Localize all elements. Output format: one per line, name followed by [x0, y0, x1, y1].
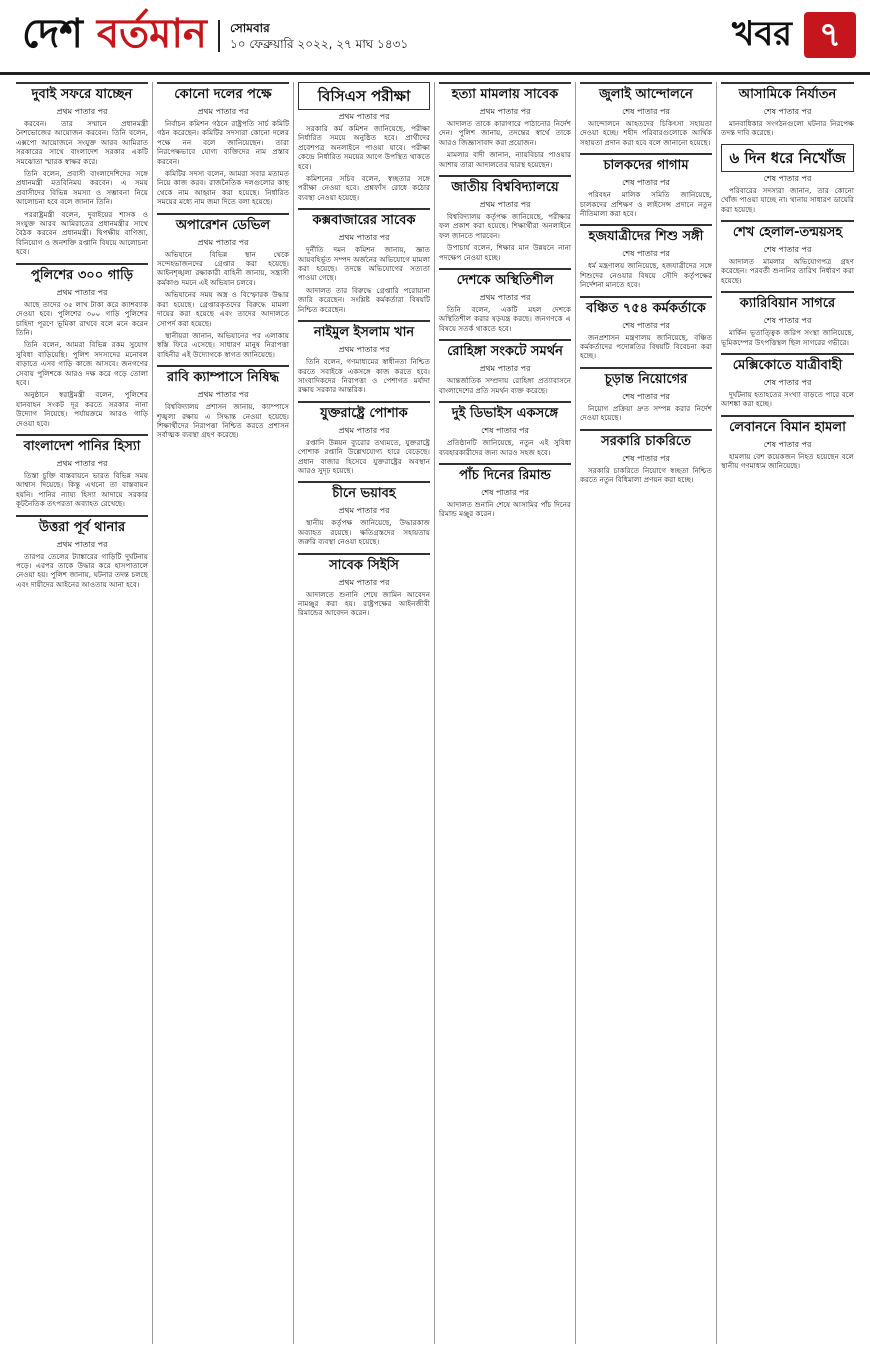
story-body — [157, 119, 289, 207]
story-continuation-note: শেষ পাতার পর — [622, 320, 670, 330]
story-continuation-note: প্রথম পাতার পর — [56, 287, 108, 297]
story-paragraph: তিনি বলেন, গণমাধ্যমের স্বাধীনতা নিশ্চিত করতে সবাইকে একসঙ্গে কাজ করতে হবে। সাংবাদিকদের নিরাপত্তা ও পেশাগত মর্যাদা রক্ষায় সরকার আন্তরিক। — [298, 357, 430, 395]
story-continuation-note: প্রথম পাতার পর — [479, 200, 531, 210]
story-paragraph: তিনি বলেন, প্রবাসী বাংলাদেশিদের সঙ্গে প্রধানমন্ত্রী মতবিনিময় করবেন। এ সময় প্রবাসীদের বিভিন্ন সমস্যা ও সম্ভাবনা নিয়ে আলোচনা হবে বলে জানান তিনি। — [16, 169, 148, 207]
story-body — [439, 438, 571, 457]
story-paragraph: স্থানীয়রা জানান, অভিযানের পর এলাকায় স্বস্তি ফিরে এসেছে। সাধারণ মানুষ নিরাপত্তা বাহিনীর এই উদ্যোগকে স্বাগত জানিয়েছে। — [157, 330, 289, 359]
news-story — [298, 553, 430, 618]
story-continuation-note: শেষ পাতার পর — [622, 453, 670, 463]
story-continuation-note: প্রথম পাতার পর — [338, 233, 390, 243]
news-story — [16, 434, 148, 509]
story-continuation-note: শেষ পাতার পর — [763, 378, 812, 388]
column-3 — [294, 82, 435, 1344]
column-4 — [435, 82, 576, 1344]
column-6 — [717, 82, 858, 1344]
story-continuation-note: শেষ পাতার পর — [763, 245, 812, 255]
news-story — [16, 263, 148, 428]
story-paragraph: হামলায় বেশ কয়েকজন নিহত হয়েছেন বলে স্থানীয় গণমাধ্যম জানিয়েছে। — [721, 451, 854, 471]
story-body — [16, 119, 148, 257]
news-story — [439, 339, 571, 395]
news-story — [439, 268, 571, 333]
story-headline[interactable]: চীনে ভয়াবহ — [298, 481, 430, 504]
story-paragraph: অনুষ্ঠানে স্বরাষ্ট্রমন্ত্রী বলেন, পুলিশের যানবাহন সংকট দূর করতে সরকার নানা উদ্যোগ নিয়েছে। পর্যায়ক্রমে আরও গাড়ি দেওয়া হবে। — [16, 390, 148, 428]
story-body — [721, 119, 854, 138]
story-paragraph: আছে তাদের ৩৫ লাখ টাকা করে ক্যাশব্যাক দেওয়া হবে। পুলিশের ৩০০ গাড়ি পুলিশের চাহিদা পূরণে ভূমিকা রাখবে বলে মনে করেন তিনি। — [16, 299, 148, 337]
column-5 — [576, 82, 717, 1344]
dateline-date: ১০ ফেব্রুয়ারি ২০২২, ২৭ মাঘ ১৪৩১ — [230, 37, 409, 51]
story-body — [298, 590, 430, 618]
story-continuation-note: প্রথম পাতার পর — [479, 364, 531, 374]
news-story — [721, 415, 854, 471]
page-header — [0, 0, 870, 75]
story-paragraph: তিনি বলেন, আমরা বিভিন্ন রকম সুযোগ সুবিধা বাড়িয়েছি। পুলিশ সদস্যদের মনোবল বাড়াতে এসব গাড়ি কাজে আসবে। জনগণের সেবায় পুলিশকে আরও দক্ষ করে গড়ে তোলা হবে। — [16, 340, 148, 387]
story-headline[interactable]: হত্যা মামলায় সাবেক — [439, 82, 571, 105]
story-paragraph: প্রতিষ্ঠানটি জানিয়েছে, নতুন এই সুবিধা ব্যবহারকারীদের জন্য আরও সহজ হবে। — [439, 438, 571, 457]
news-story — [157, 82, 289, 207]
story-paragraph: পরিবহন মালিক সমিতি জানিয়েছে, চালকদের প্রশিক্ষণ ও লাইসেন্স প্রদানে নতুন নীতিমালা করা হবে। — [580, 190, 712, 219]
story-paragraph: দুর্ঘটনায় হতাহতের সংখ্যা বাড়তে পারে বলে আশঙ্কা করা হচ্ছে। — [721, 390, 854, 409]
story-headline[interactable]: শেখ হেলাল-তন্ময়সহ — [721, 220, 854, 243]
story-paragraph: আদালতে শুনানি শেষে জামিন আবেদন নামঞ্জুর করা হয়। রাষ্ট্রপক্ষের আইনজীবী রিমান্ডের আবেদন করেন। — [298, 589, 430, 618]
story-paragraph: উপাচার্য বলেন, শিক্ষার মান উন্নয়নে নানা পদক্ষেপ নেওয়া হচ্ছে। — [439, 243, 571, 262]
story-body — [721, 390, 854, 409]
news-story — [439, 463, 571, 519]
story-headline[interactable]: ৬ দিন ধরে নিখোঁজ — [721, 144, 854, 172]
news-story — [721, 144, 854, 214]
story-continuation-note: শেষ পাতার পর — [763, 316, 812, 326]
page-number-badge: ৭ — [804, 12, 856, 58]
story-headline[interactable]: রোহিঙ্গা সংকটে সমর্থন — [439, 339, 571, 362]
story-paragraph: মানবাধিকার সংগঠনগুলো ঘটনার নিরপেক্ষ তদন্ত দাবি করেছে। — [721, 119, 854, 138]
news-story — [580, 153, 712, 218]
story-paragraph: আন্তর্জাতিক সম্প্রদায় রোহিঙ্গা প্রত্যাবাসনে বাংলাদেশের প্রতি সমর্থন ব্যক্ত করেছে। — [439, 376, 571, 395]
story-continuation-note: প্রথম পাতার পর — [338, 506, 390, 516]
story-continuation-note: প্রথম পাতার পর — [56, 107, 108, 116]
story-continuation-note: শেষ পাতার পর — [622, 178, 670, 188]
story-paragraph: মার্কিন ভূতাত্ত্বিক জরিপ সংস্থা জানিয়েছে, ভূমিকম্পের উৎপত্তিস্থল ছিল সাগরের গভীরে। — [721, 328, 854, 347]
masthead-logo — [22, 10, 207, 58]
story-body — [16, 300, 148, 428]
story-body — [439, 500, 571, 519]
story-headline[interactable]: দুবাই সফরে যাচ্ছেন — [16, 82, 148, 105]
story-paragraph: আদালত মামলার অভিযোগপত্র গ্রহণ করেছেন। পরবর্তী শুনানির তারিখ নির্ধারণ করা হয়েছে। — [721, 257, 854, 285]
story-headline[interactable]: হজযাত্রীদের শিশু সঙ্গী — [580, 224, 712, 247]
masthead-part-b: বর্তমান — [96, 11, 207, 57]
story-paragraph: আদালত শুনানি শেষে আসামির পাঁচ দিনের রিমান্ড মঞ্জুর করেন। — [439, 499, 571, 519]
story-headline[interactable]: জুলাই আন্দোলনে — [580, 82, 712, 105]
story-continuation-note: শেষ পাতার পর — [763, 439, 812, 449]
story-body — [157, 402, 289, 440]
news-story — [16, 82, 148, 257]
story-headline[interactable]: পাঁচ দিনের রিমান্ড — [439, 463, 571, 486]
news-story — [721, 291, 854, 347]
story-continuation-note: প্রথম পাতার পর — [197, 237, 249, 247]
story-paragraph: অভিযানে বিভিন্ন স্থান থেকে সন্দেহভাজনদের গ্রেপ্তার করা হয়েছে। আইনশৃঙ্খলা রক্ষাকারী বাহিনী জানায়, সন্ত্রাসী কর্মকাণ্ড দমনে এই অভিযান চলবে। — [157, 249, 289, 287]
story-body — [721, 186, 854, 214]
story-paragraph: কমিটির সদস্য বলেন, আমরা সবার মতামত নিয়ে কাজ করব। রাজনৈতিক দলগুলোর কাছ থেকে নাম আহ্বান করা হয়েছে। নির্ধারিত সময়ের মধ্যে নাম জমা দিতে বলা হয়েছে। — [157, 169, 289, 207]
story-headline[interactable]: অপারেশন ডেভিল — [157, 213, 289, 236]
story-headline[interactable]: মেক্সিকোতে যাত্রীবাহী — [721, 353, 854, 376]
news-story — [16, 515, 148, 590]
story-headline[interactable]: কক্সবাজারের সাবেক — [298, 208, 430, 231]
story-body — [721, 452, 854, 471]
story-headline[interactable]: কোনো দলের পক্ষে — [157, 82, 289, 105]
news-story — [298, 481, 430, 546]
article-columns — [12, 82, 858, 1344]
story-continuation-note: প্রথম পাতার পর — [338, 577, 390, 587]
story-continuation-note: প্রথম পাতার পর — [338, 425, 390, 435]
story-paragraph: অভিযানের সময় অস্ত্র ও বিস্ফোরক উদ্ধার করা হয়েছে। গ্রেপ্তারকৃতদের বিরুদ্ধে মামলা দায়ের করা হয়েছে এবং তাদের আদালতে সোপর্দ করা হয়েছে। — [157, 290, 289, 328]
story-body — [580, 333, 712, 361]
story-headline[interactable]: চূড়ান্ত নিয়োগের — [580, 367, 712, 390]
story-body — [298, 518, 430, 546]
news-story — [298, 401, 430, 476]
news-story — [298, 320, 430, 395]
story-continuation-note: শেষ পাতার পর — [622, 107, 670, 116]
story-continuation-note: প্রথম পাতার পর — [56, 458, 108, 468]
news-story — [580, 224, 712, 289]
story-paragraph: আদালত তার বিরুদ্ধে গ্রেপ্তারি পরোয়ানা জারি করেছেন। সংশ্লিষ্ট কর্মকর্তারা বিষয়টি নিশ্চিত করেছেন। — [298, 285, 430, 314]
story-headline[interactable]: রাবি ক্যাম্পাসে নিষিদ্ধ — [157, 365, 289, 388]
story-headline[interactable]: বিসিএস পরীক্ষা — [298, 82, 430, 110]
news-story — [721, 353, 854, 409]
story-body — [298, 245, 430, 314]
story-paragraph: দুর্নীতি দমন কমিশন জানায়, জ্ঞাত আয়বহির্ভূত সম্পদ অর্জনের অভিযোগে মামলা করা হয়েছে। তদন্তে অভিযোগের সত্যতা পাওয়া গেছে। — [298, 245, 430, 283]
story-paragraph: সরকারি কর্ম কমিশন জানিয়েছে, পরীক্ষা নির্ধারিত সময়ে অনুষ্ঠিত হবে। প্রার্থীদের প্রবেশপত্র অনলাইনে পাওয়া যাবে। পরীক্ষা কেন্দ্রে নির্ধারিত সময়ের আগে উপস্থিত থাকতে হবে। — [298, 124, 430, 171]
story-headline[interactable]: লেবাননে বিমান হামলা — [721, 415, 854, 438]
story-headline[interactable]: যুক্তরাষ্ট্রে পোশাক — [298, 401, 430, 424]
story-body — [580, 404, 712, 423]
story-paragraph: নিয়োগ প্রক্রিয়া দ্রুত সম্পন্ন করার নির্দেশ দেওয়া হয়েছে। — [580, 403, 712, 423]
story-headline[interactable]: ক্যারিবিয়ান সাগরে — [721, 291, 854, 314]
story-continuation-note: শেষ পাতার পর — [622, 391, 670, 401]
story-headline[interactable]: উত্তরা পূর্ব থানার — [16, 515, 148, 538]
story-headline[interactable]: নাইমুল ইসলাম খান — [298, 320, 430, 343]
story-body — [298, 438, 430, 476]
story-headline[interactable]: দেশকে অস্থিতিশীল — [439, 268, 571, 291]
story-paragraph: ধর্ম মন্ত্রণালয় জানিয়েছে, হজযাত্রীদের সঙ্গে শিশুদের নেওয়ার বিষয়ে সৌদি কর্তৃপক্ষের নির্দেশনা মানতে হবে। — [580, 261, 712, 290]
story-paragraph: আদালত তাকে কারাগারে পাঠানোর নির্দেশ দেন। পুলিশ জানায়, তদন্তের স্বার্থে তাকে আরও জিজ্ঞাসাবাদ করা প্রয়োজন। — [439, 119, 571, 147]
story-body — [439, 305, 571, 333]
story-body — [580, 119, 712, 147]
story-body — [721, 257, 854, 285]
news-story — [580, 367, 712, 423]
news-story — [439, 401, 571, 457]
story-body — [298, 357, 430, 395]
story-headline[interactable]: সরকারি চাকরিতে — [580, 429, 712, 452]
story-paragraph: স্থানীয় কর্তৃপক্ষ জানিয়েছে, উদ্ধারকাজ অব্যাহত রয়েছে। ক্ষতিগ্রস্তদের সহায়তায় জরুরি ব্যবস্থা নেওয়া হয়েছে। — [298, 518, 430, 547]
story-paragraph: পরিবারের সদস্যরা জানান, তার কোনো খোঁজ পাওয়া যাচ্ছে না। থানায় সাধারণ ডায়েরি করা হয়েছে। — [721, 185, 854, 214]
story-paragraph: বিশ্ববিদ্যালয় প্রশাসন জানায়, ক্যাম্পাসে শৃঙ্খলা রক্ষায় এ সিদ্ধান্ত নেওয়া হয়েছে। শিক্ষার্থীদের নিরাপত্তা নিশ্চিত করতে প্রশাসন সর্বাত্মক ব্যবস্থা গ্রহণ করেছে। — [157, 402, 289, 440]
story-body — [580, 261, 712, 289]
story-continuation-note: শেষ পাতার পর — [481, 487, 529, 497]
story-headline[interactable]: আসামিকে নির্যাতন — [721, 82, 854, 105]
news-story — [580, 296, 712, 361]
news-story — [580, 82, 712, 147]
story-body — [16, 471, 148, 509]
column-1 — [12, 82, 153, 1344]
story-body — [439, 376, 571, 395]
news-story — [721, 82, 854, 138]
news-story — [298, 82, 430, 202]
story-body — [298, 124, 430, 202]
story-paragraph: রপ্তানি উন্নয়ন ব্যুরোর তথ্যমতে, যুক্তরাষ্ট্রে পোশাক রপ্তানি উল্লেখযোগ্য হারে বেড়েছে। প্রধান বাজার হিসেবে যুক্তরাষ্ট্রের অবস্থান আরও সুদৃঢ় হয়েছে। — [298, 437, 430, 475]
story-paragraph: তারপর তেলের ট্যাঙ্কারের গাড়িটি দুর্ঘটনায় পড়ে। এরপর তাকে উদ্ধার করে হাসপাতালে নেওয়া হয়। পুলিশ জানায়, ঘটনার তদন্ত চলছে এবং দায়ীদের আইনের আওতায় আনা হবে। — [16, 551, 148, 589]
news-story — [298, 208, 430, 314]
story-body — [439, 119, 571, 169]
story-headline[interactable]: দুই ডিভাইস একসঙ্গে — [439, 401, 571, 424]
story-headline[interactable]: সাবেক সিইসি — [298, 553, 430, 576]
news-story — [439, 175, 571, 262]
story-paragraph: সরকারি চাকরিতে নিয়োগে স্বচ্ছতা নিশ্চিত করতে নতুন বিধিমালা প্রণয়ন করা হচ্ছে। — [580, 465, 712, 485]
story-headline[interactable]: বাংলাদেশ পানির হিস্যা — [16, 434, 148, 457]
dateline-day: সোমবার — [230, 21, 270, 35]
story-paragraph: বিশ্ববিদ্যালয় কর্তৃপক্ষ জানিয়েছে, পরীক্ষার ফল প্রকাশ করা হয়েছে। শিক্ষার্থীরা অনলাইনে ফল জানতে পারবেন। — [439, 212, 571, 240]
story-body — [580, 190, 712, 218]
story-paragraph: পররাষ্ট্রমন্ত্রী বলেন, দুবাইয়ের শাসক ও সংযুক্ত আরব আমিরাতের প্রধানমন্ত্রীর সাথে বৈঠক করবেন প্রধানমন্ত্রী। দ্বিপক্ষীয় বাণিজ্য, বিনিয়োগ ও জনশক্তি রপ্তানি বিষয়ে আলোচনা হবে। — [16, 209, 148, 257]
story-paragraph: তিস্তা চুক্তি বাস্তবায়নে ভারত বিভিন্ন সময় আশ্বাস দিয়েছে। কিন্তু এখনো তা বাস্তবায়ন হয়নি। পানির ন্যায্য হিস্যা আদায়ে সরকার কূটনৈতিক তৎপরতা অব্যাহত রেখেছে। — [16, 470, 148, 509]
story-continuation-note: শেষ পাতার পর — [622, 249, 670, 259]
section-title: খবর — [732, 14, 792, 54]
story-continuation-note: প্রথম পাতার পর — [338, 112, 390, 121]
story-body — [157, 250, 289, 359]
story-headline[interactable]: চালকদের গাগাম — [580, 153, 712, 176]
news-story — [157, 365, 289, 440]
story-headline[interactable]: বঞ্চিত ৭৫৪ কর্মকর্তাকে — [580, 296, 712, 319]
story-paragraph: কমিশনের সচিব বলেন, স্বচ্ছতার সঙ্গে পরীক্ষা নেওয়া হবে। প্রশ্নফাঁস রোধে কঠোর ব্যবস্থা নেওয়া হয়েছে। — [298, 174, 430, 202]
story-continuation-note: প্রথম পাতার পর — [479, 293, 531, 303]
story-body — [721, 328, 854, 347]
story-headline[interactable]: পুলিশের ৩০০ গাড়ি — [16, 263, 148, 286]
story-continuation-note: প্রথম পাতার পর — [197, 107, 249, 116]
dateline — [218, 20, 408, 52]
story-body — [580, 466, 712, 485]
story-paragraph: মামলার বাদী জানান, ন্যায়বিচার পাওয়ার আশায় তারা আদালতের দ্বারস্থ হয়েছেন। — [439, 150, 571, 169]
story-continuation-note: শেষ পাতার পর — [481, 426, 529, 436]
story-continuation-note: প্রথম পাতার পর — [197, 390, 249, 400]
story-continuation-note: প্রথম পাতার পর — [56, 539, 108, 549]
story-continuation-note: শেষ পাতার পর — [763, 107, 812, 116]
news-story — [580, 429, 712, 485]
news-story — [439, 82, 571, 169]
story-paragraph: জনপ্রশাসন মন্ত্রণালয় জানিয়েছে, বঞ্চিত কর্মকর্তাদের পদোন্নতির বিষয়টি বিবেচনা করা হচ্ছে। — [580, 332, 712, 361]
masthead-part-a: দেশ — [22, 11, 83, 57]
story-body — [16, 552, 148, 590]
news-story — [157, 213, 289, 359]
story-paragraph: আন্দোলনে আহতদের চিকিৎসা সহায়তা দেওয়া হচ্ছে। শহীদ পরিবারগুলোকে আর্থিক সহায়তা প্রদান করা হবে বলে জানানো হয়েছে। — [580, 119, 712, 147]
story-paragraph: নির্বাচন কমিশন গঠনে রাষ্ট্রপতি সার্চ কমিটি গঠন করেছেন। কমিটির সদস্যরা কোনো দলের পক্ষে নন বলে জানিয়েছেন। তারা নিরপেক্ষভাবে যোগ্য ব্যক্তিদের নাম প্রস্তাব করবেন। — [157, 119, 289, 166]
story-headline[interactable]: জাতীয় বিশ্ববিদ্যালয়ে — [439, 175, 571, 198]
story-paragraph: তিনি বলেন, একটি মহল দেশকে অস্থিতিশীল করার ষড়যন্ত্র করছে। জনগণকে এ বিষয়ে সতর্ক থাকতে হবে। — [439, 305, 571, 333]
story-continuation-note: প্রথম পাতার পর — [338, 345, 390, 355]
story-continuation-note: প্রথম পাতার পর — [479, 107, 531, 116]
news-story — [721, 220, 854, 285]
story-body — [439, 212, 571, 262]
story-continuation-note: শেষ পাতার পর — [763, 173, 812, 183]
column-2 — [153, 82, 294, 1344]
story-paragraph: করবেন। তার সম্মানে প্রধানমন্ত্রী নৈশভোজের আয়োজন করবেন। তিনি বলেন, এক্সপো আয়োজনে সংযুক্ত আরব আমিরাত সরকারের সাথে বাংলাদেশ সরকার একটি সমঝোতা স্মারক স্বাক্ষর করে। — [16, 119, 148, 166]
